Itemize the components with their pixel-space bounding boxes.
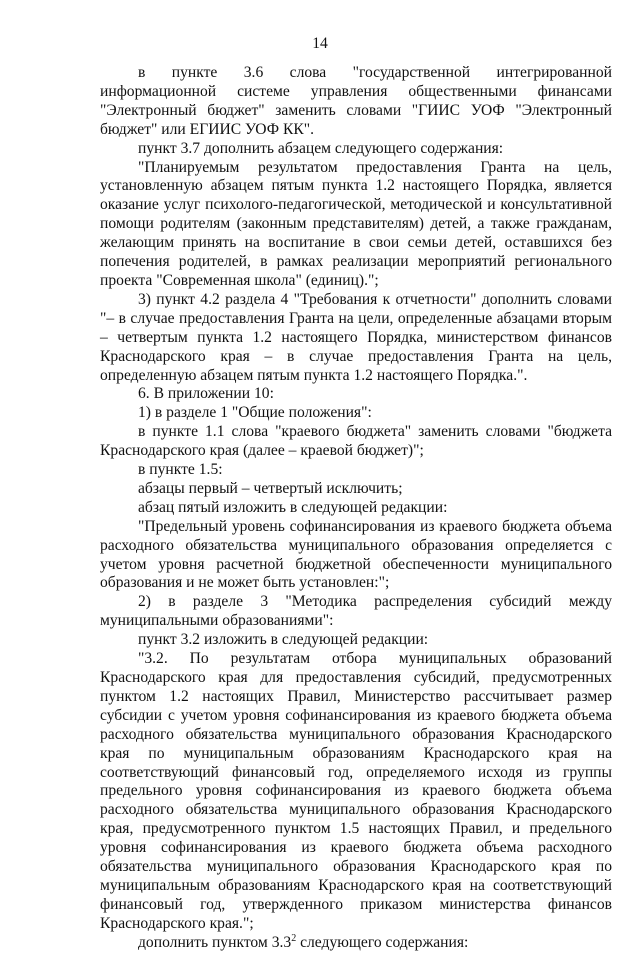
final-paragraph: [100, 934, 612, 953]
paragraph: в пункте 1.5:: [138, 461, 223, 479]
paragraph: абзацы первый – четвертый исключить;: [138, 479, 403, 497]
paragraph: 3) пункт 4.2 раздела 4 "Требования к отчетности" дополнить словами "– в случае предоставления Гранта на цели, определенные абзацами вторым – четвертым пункта 1.2 настоящего Порядка, министерством финансов Краснодарского края – в случае предоставления Гранта на цель, определенную абзацем пятым пункта 1.2 настоящего Порядка.".: [100, 290, 612, 384]
paragraph: в пункте 3.6 слова "государственной интегрированной информационной системе управления общественными финансами "Электронный бюджет" заменить словами "ГИИС УОФ "Электронный бюджет" или ЕГИИС УОФ КК".: [100, 64, 612, 138]
superscript-index: 2: [291, 932, 297, 944]
paragraph: в пункте 1.1 слова "краевого бюджета" заменить словами "бюджета Краснодарского края (далее – краевой бюджет)";: [100, 423, 612, 460]
paragraph: "Предельный уровень софинансирования из краевого бюджета объема расходного обязательства муниципального образования определяется с учетом уровня расчетной бюджетной обеспеченности муниципального образования и не может быть установлен:";: [100, 517, 612, 592]
paragraph: "Планируемым результатом предоставления Гранта на цель, установленную абзацем пятым пункта 1.2 настоящего Порядка, является оказание услуг психолого-педагогической, методической и консультативной помощи родителям (законным представителям) детей, а также гражданам, желающим принять на воспитание в свои семьи детей, оставшихся без попечения родителей, в рамках реализации мероприятий регионального проекта "Современная школа" (единиц).";: [100, 158, 612, 289]
paragraph: "3.2. По результатам отбора муниципальных образований Краснодарского края для предоставления субсидий, предусмотренных пунктом 1.2 настоящих Правил, Министерство рассчитывает размер субсидии с учетом уровня софинансирования из краевого бюджета объема расходного обязательства муниципального образования Краснодарского края по муниципальным образованиям Краснодарского края на соответствующий финансовый год, определяемого исходя из группы предельного уровня софинансирования из краевого бюджета объема расходного обязательства муниципального образования Краснодарского края, предусмотренного пунктом 1.5 настоящих Правил, и предельного уровня софинансирования из краевого бюджета объема расходного обязательства муниципального образования Краснодарского края по муниципальным образованиям Краснодарского края на соответствующий финансовый год, утвержденного приказом министерства финансов Краснодарского края.";: [100, 650, 612, 932]
paragraph: 6. В приложении 10:: [138, 385, 274, 403]
paragraph: абзац пятый изложить в следующей редакции:: [138, 498, 448, 516]
paragraph: 2) в разделе 3 "Методика распределения субсидий между муниципальными образованиями":: [100, 593, 612, 630]
document-body: [100, 64, 612, 953]
page-number: 14: [312, 35, 328, 52]
paragraph: пункт 3.2 изложить в следующей редакции:: [138, 631, 429, 649]
final-text-before: дополнить пунктом 3.3: [138, 933, 292, 951]
paragraph: пункт 3.7 дополнить абзацем следующего содержания:: [138, 139, 504, 157]
final-text-after: следующего содержания:: [296, 933, 469, 951]
paragraph: 1) в разделе 1 "Общие положения":: [138, 404, 372, 422]
